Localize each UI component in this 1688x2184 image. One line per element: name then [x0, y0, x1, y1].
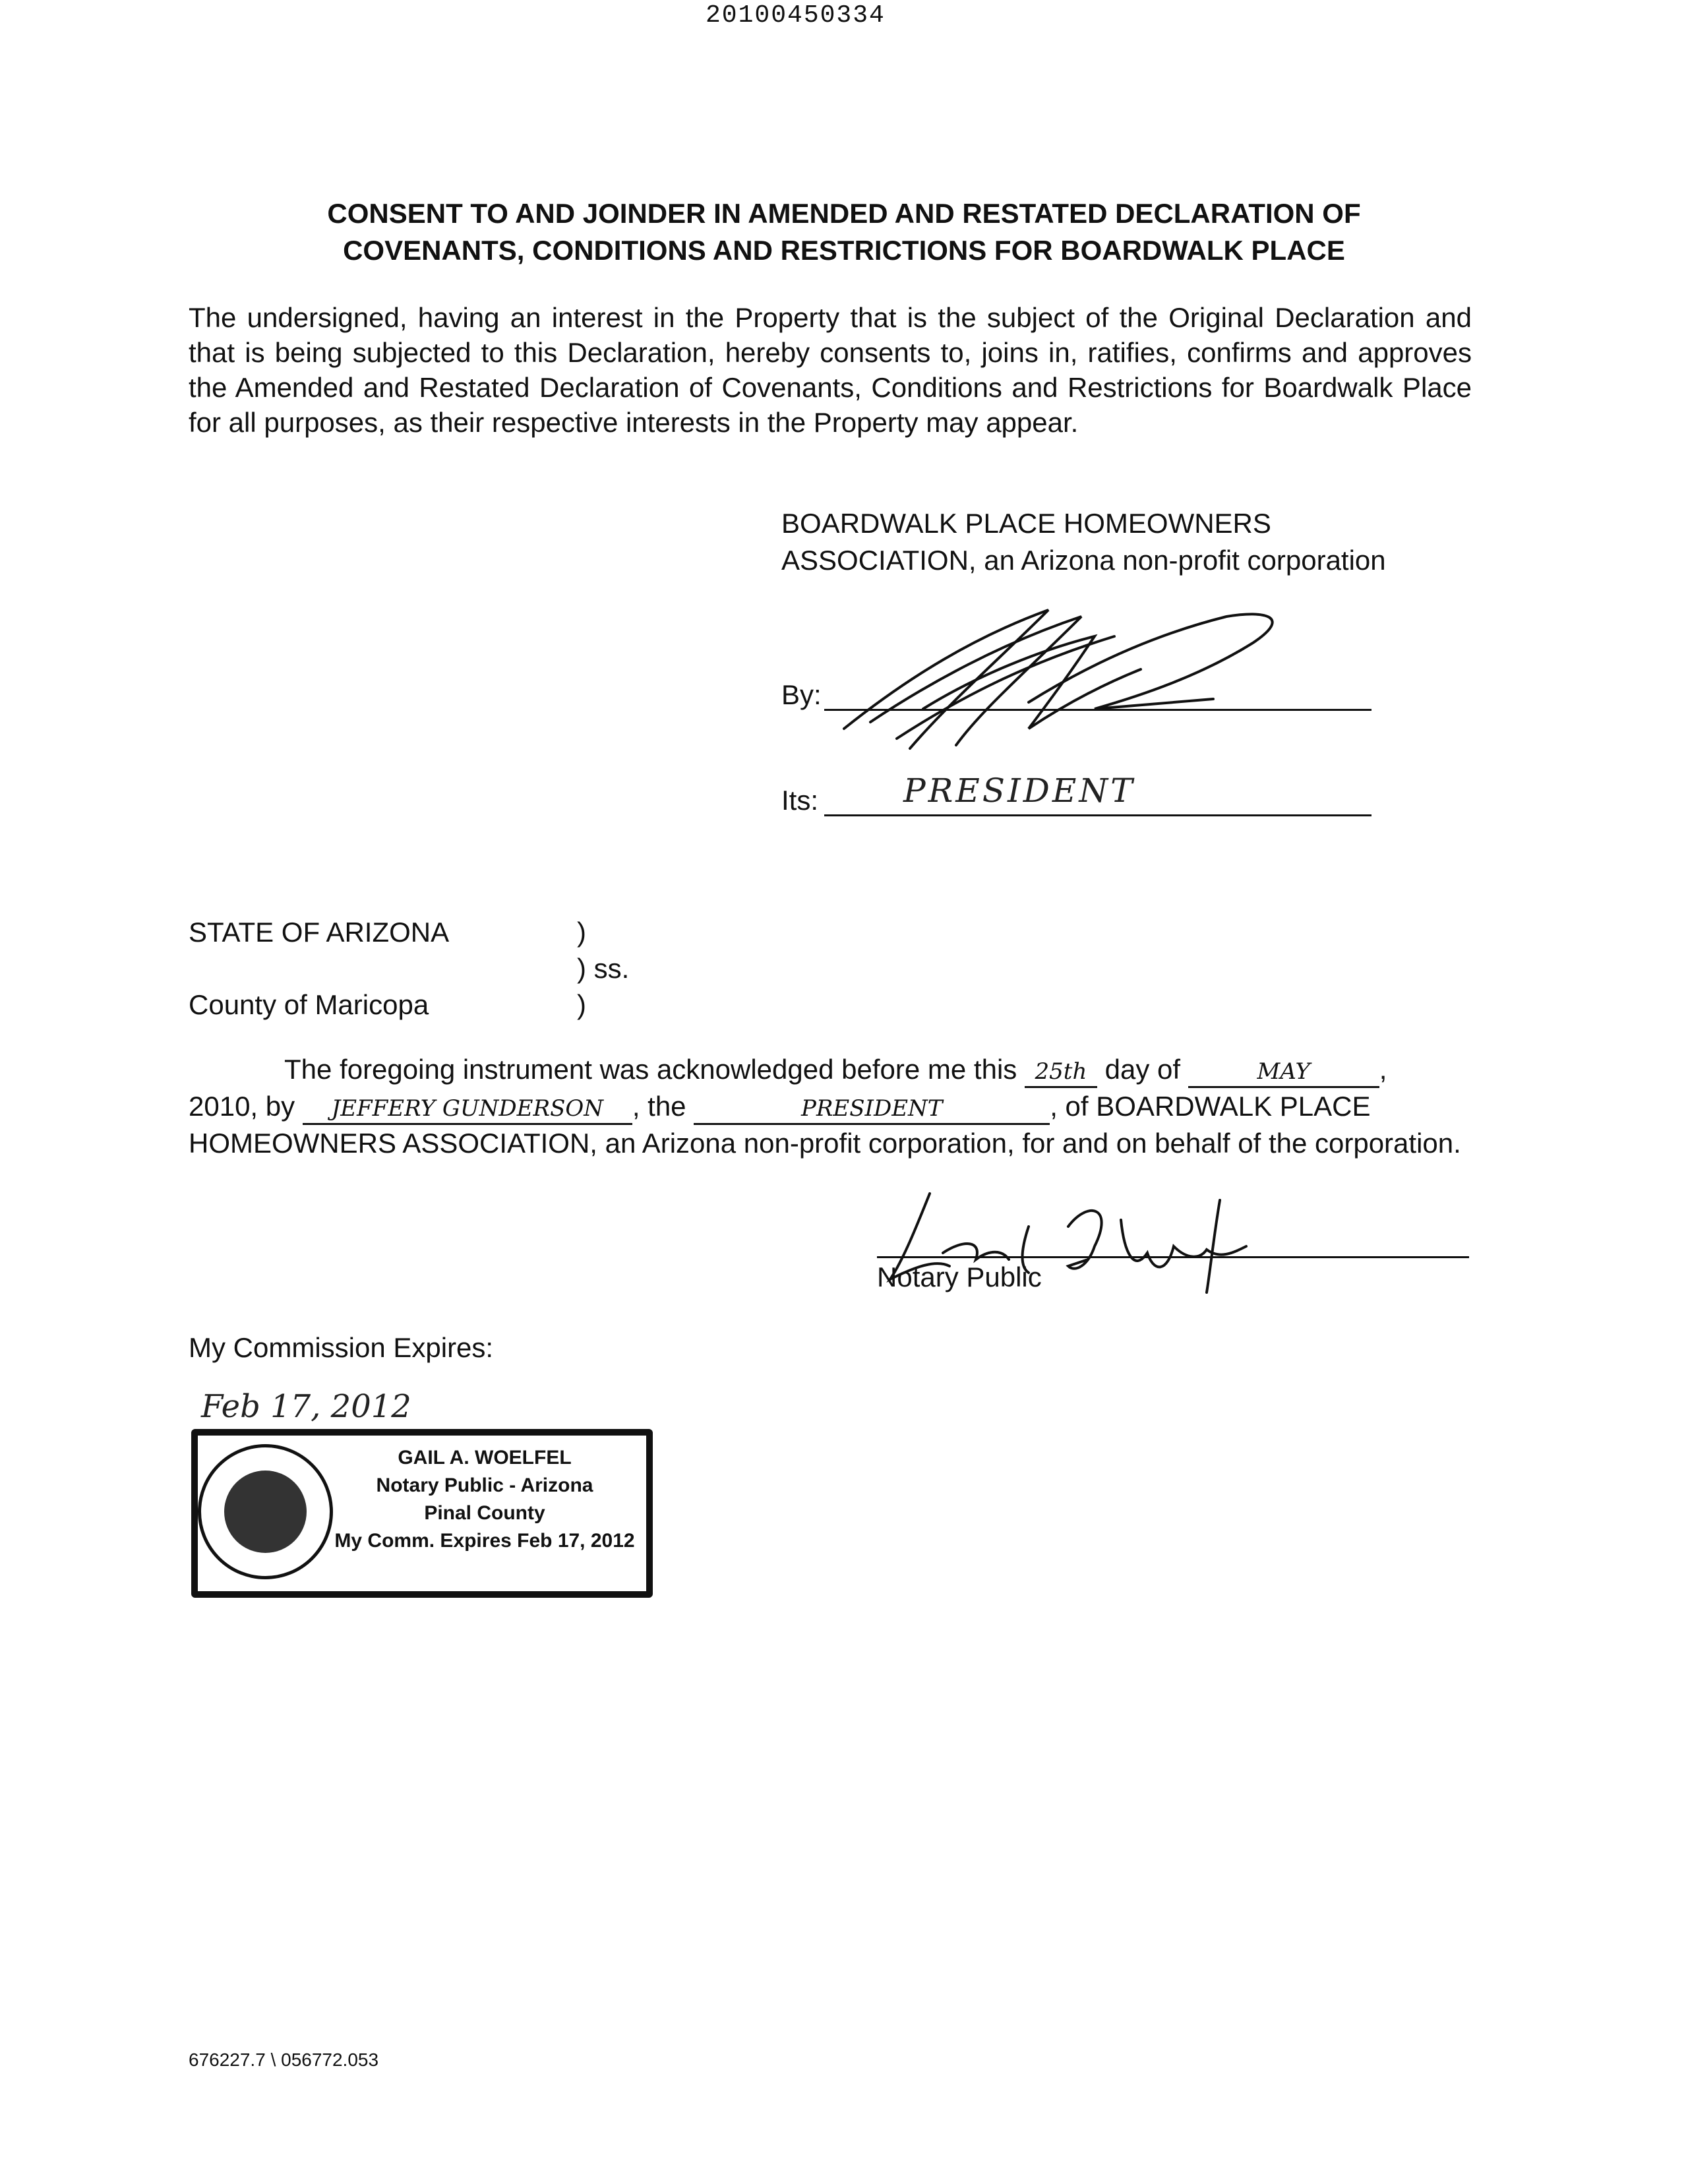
ack-text-6: , of BOARDWALK PLACE HOMEOWNERS ASSOCIATION, an Arizona non-profit corporation, for and on behalf of the corporation.	[189, 1091, 1461, 1159]
ack-day: 25th	[1025, 1057, 1097, 1088]
consent-paragraph: The undersigned, having an interest in the Property that is the subject of the Original Declaration and that is being subjected to this Declaration, hereby consents to, joins in, ratifies, confirms and approves the Amended and Restated Declaration of Covenants, Conditions and Restrictions for Boardwalk Place for all purposes, as their respective interests in the Property may appear.	[189, 302, 1472, 438]
notary-signature-line	[877, 1256, 1469, 1258]
stamp-county: Pinal County	[424, 1502, 545, 1524]
by-label: By:	[781, 679, 822, 710]
title-line-1: CONSENT TO AND JOINDER IN AMENDED AND RESTATED DECLARATION OF	[327, 198, 1361, 229]
ack-title: PRESIDENT	[694, 1094, 1050, 1125]
org-line-1: BOARDWALK PLACE HOMEOWNERS	[781, 508, 1271, 539]
stamp-notary-title: Notary Public - Arizona	[376, 1474, 593, 1496]
recording-number: 20100450334	[706, 1, 886, 30]
ack-text-1: The foregoing instrument was acknowledged before me this	[284, 1054, 1017, 1085]
president-signature	[831, 597, 1319, 755]
org-line-2: ASSOCIATION, an Arizona non-profit corporation	[781, 545, 1386, 576]
notary-public-label: Notary Public	[877, 1261, 1042, 1292]
ack-month: MAY	[1188, 1057, 1379, 1088]
stamp-expiration: My Comm. Expires Feb 17, 2012	[334, 1530, 635, 1552]
document-id-footer: 676227.7 \ 056772.053	[189, 2049, 379, 2070]
stamp-notary-name: GAIL A. WOELFEL	[398, 1447, 572, 1469]
its-signature-line	[824, 814, 1372, 816]
venue-paren-3: )	[577, 989, 586, 1020]
its-handwritten-title: PRESIDENT	[903, 772, 1135, 810]
commission-expires-label: My Commission Expires:	[189, 1332, 494, 1363]
venue-ss: ) ss.	[577, 953, 630, 984]
its-label: Its:	[781, 785, 819, 816]
ack-text-4: 2010, by	[189, 1091, 295, 1122]
signatory-organization	[781, 505, 1386, 579]
commission-expiration-date: Feb 17, 2012	[201, 1388, 411, 1425]
ack-text-5: , the	[632, 1091, 686, 1122]
venue-county: County of Maricopa	[189, 989, 429, 1020]
venue-paren-1: )	[577, 917, 586, 948]
title-line-2: COVENANTS, CONDITIONS AND RESTRICTIONS FOR BOARDWALK PLACE	[343, 235, 1345, 266]
document-title	[0, 195, 1688, 269]
acknowledgment-paragraph	[189, 1051, 1472, 1162]
state-seal-emblem-icon	[224, 1471, 307, 1553]
venue-state: STATE OF ARIZONA	[189, 917, 450, 948]
ack-text-3: ,	[1379, 1054, 1387, 1085]
notary-stamp-text	[326, 1444, 643, 1555]
ack-text-2: day of	[1104, 1054, 1181, 1085]
ack-name: JEFFERY GUNDERSON	[303, 1094, 632, 1125]
